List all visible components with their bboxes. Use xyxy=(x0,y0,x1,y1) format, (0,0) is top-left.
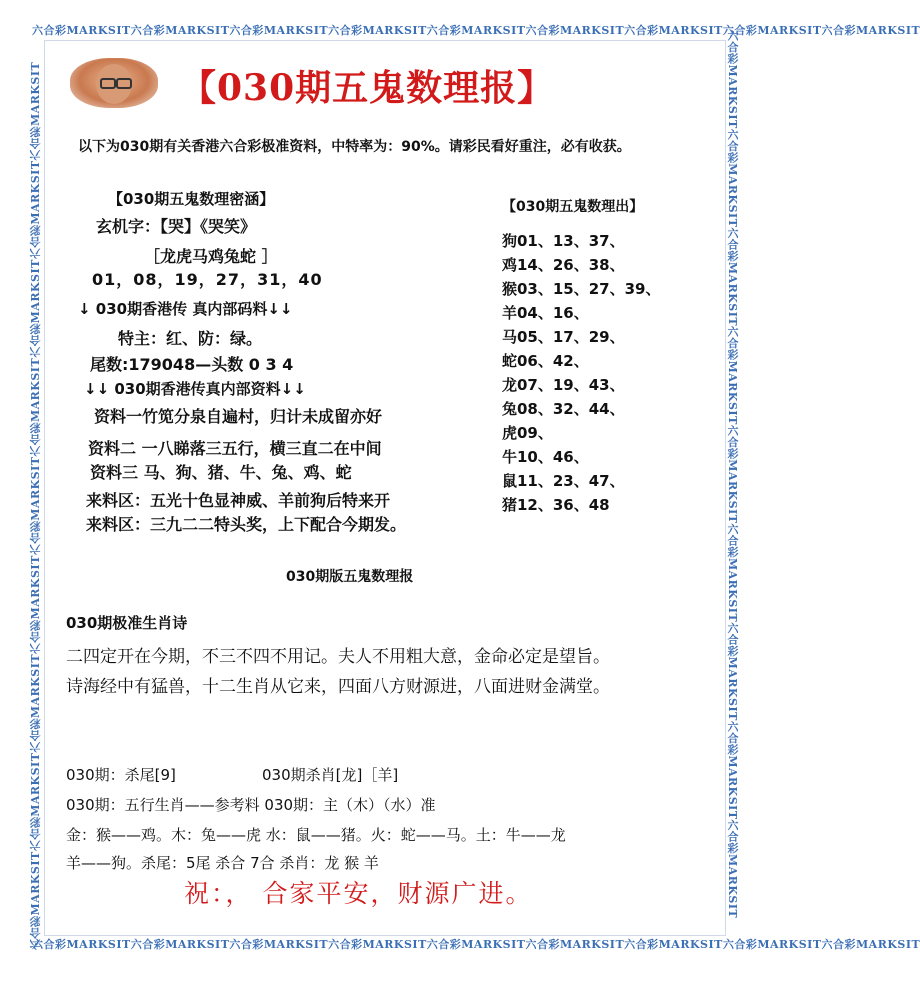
border-right-watermark: 六合彩MARKSIT六合彩MARKSIT六合彩MARKSIT六合彩MARKSIT六合彩MARKSIT六合彩MARKSIT六合彩MARKSIT六合彩MARKSIT六合彩MARKSIT xyxy=(726,30,739,919)
poem-line-2: 诗海经中有猛兽，十二生肖从它来，四面八方财源进，八面进财金满堂。 xyxy=(66,677,610,697)
xuanji-text: 玄机字：【哭】《哭笑》 xyxy=(96,217,257,236)
elements-line-1: 金：猴——鸡。木：兔——虎 水：鼠——猪。火：蛇——马。土：牛——龙 xyxy=(66,826,566,844)
glasses-icon xyxy=(100,78,116,89)
poem-title: 030期极准生肖诗 xyxy=(66,614,188,632)
intro-text: 以下为030期有关香港六合彩极准资料，中特率为：90%。请彩民看好重注，必有收获。 xyxy=(78,139,631,155)
poem-line-1: 二四定开在今期，不三不四不用记。夫人不用粗大意，金命必定是望旨。 xyxy=(66,647,610,667)
blessing-text: 祝：， 合家平安，财源广进。 xyxy=(184,879,533,908)
kill-tail: 030期：杀尾[9] xyxy=(66,766,176,784)
border-top-watermark: 六合彩MARKSIT六合彩MARKSIT六合彩MARKSIT六合彩MARKSIT六合彩MARKSIT六合彩MARKSIT六合彩MARKSIT六合彩MARKSIT六合彩MARKSIT xyxy=(32,24,920,37)
number-list: 01，08，19，27，31，40 xyxy=(92,270,323,289)
special-text: 特主：红、防：绿。 xyxy=(118,329,263,348)
list-item: 狗01、13、37、 xyxy=(502,232,625,250)
border-bottom-watermark: 六合彩MARKSIT六合彩MARKSIT六合彩MARKSIT六合彩MARKSIT六合彩MARKSIT六合彩MARKSIT六合彩MARKSIT六合彩MARKSIT六合彩MARKSIT xyxy=(32,938,920,951)
list-item: 兔08、32、44、 xyxy=(502,400,625,418)
zodiac-group: ［龙虎马鸡兔蛇 ］ xyxy=(144,247,278,266)
source-1: 来料区：五光十色显神威、羊前狗后特来开 xyxy=(86,491,391,510)
right-title: 【030期五鬼数理出】 xyxy=(502,199,644,215)
tail-text: 尾数:179048—头数 0 3 4 xyxy=(90,355,294,374)
hk-title-1: ↓ 030期香港传 真内部码料↓↓ xyxy=(78,300,293,318)
section-title: 030期版五鬼数理报 xyxy=(286,569,414,585)
list-item: 马05、17、29、 xyxy=(502,328,625,346)
secret-title: 【030期五鬼数理密涵】 xyxy=(108,190,275,208)
list-item: 虎09、 xyxy=(502,424,553,442)
page-title: 【030期五鬼数理报】 xyxy=(180,67,555,109)
list-item: 羊04、16、 xyxy=(502,304,589,322)
border-left-watermark: 六合彩MARKSIT六合彩MARKSIT六合彩MARKSIT六合彩MARKSIT六合彩MARKSIT六合彩MARKSIT六合彩MARKSIT六合彩MARKSIT六合彩MARKSIT xyxy=(29,61,42,950)
list-item: 猴03、15、27、39、 xyxy=(502,280,661,298)
info-3: 资料三 马、狗、猪、牛、兔、鸡、蛇 xyxy=(90,463,352,482)
elements-line-2: 羊——狗。杀尾：5尾 杀合 7合 杀肖：龙 猴 羊 xyxy=(66,854,379,872)
list-item: 猪12、36、48 xyxy=(502,496,610,514)
info-1: 资料一竹笕分泉自遍村，归计未成留亦好 xyxy=(94,407,383,426)
source-2: 来料区：三九二二特头奖，上下配合今期发。 xyxy=(86,515,407,534)
info-2: 资料二 一八睇落三五行，横三直二在中间 xyxy=(88,439,382,458)
list-item: 鼠11、23、47、 xyxy=(502,472,625,490)
kill-zodiac: 030期杀肖[龙]［羊] xyxy=(262,766,399,784)
glasses-icon xyxy=(116,78,132,89)
hk-title-2: ↓↓ 030期香港传真内部资料↓↓ xyxy=(84,380,306,398)
five-elements: 030期：五行生肖——参考料 030期：主（木）（水）准 xyxy=(66,796,436,814)
list-item: 龙07、19、43、 xyxy=(502,376,625,394)
avatar xyxy=(70,58,158,108)
list-item: 蛇06、42、 xyxy=(502,352,589,370)
list-item: 鸡14、26、38、 xyxy=(502,256,625,274)
list-item: 牛10、46、 xyxy=(502,448,589,466)
